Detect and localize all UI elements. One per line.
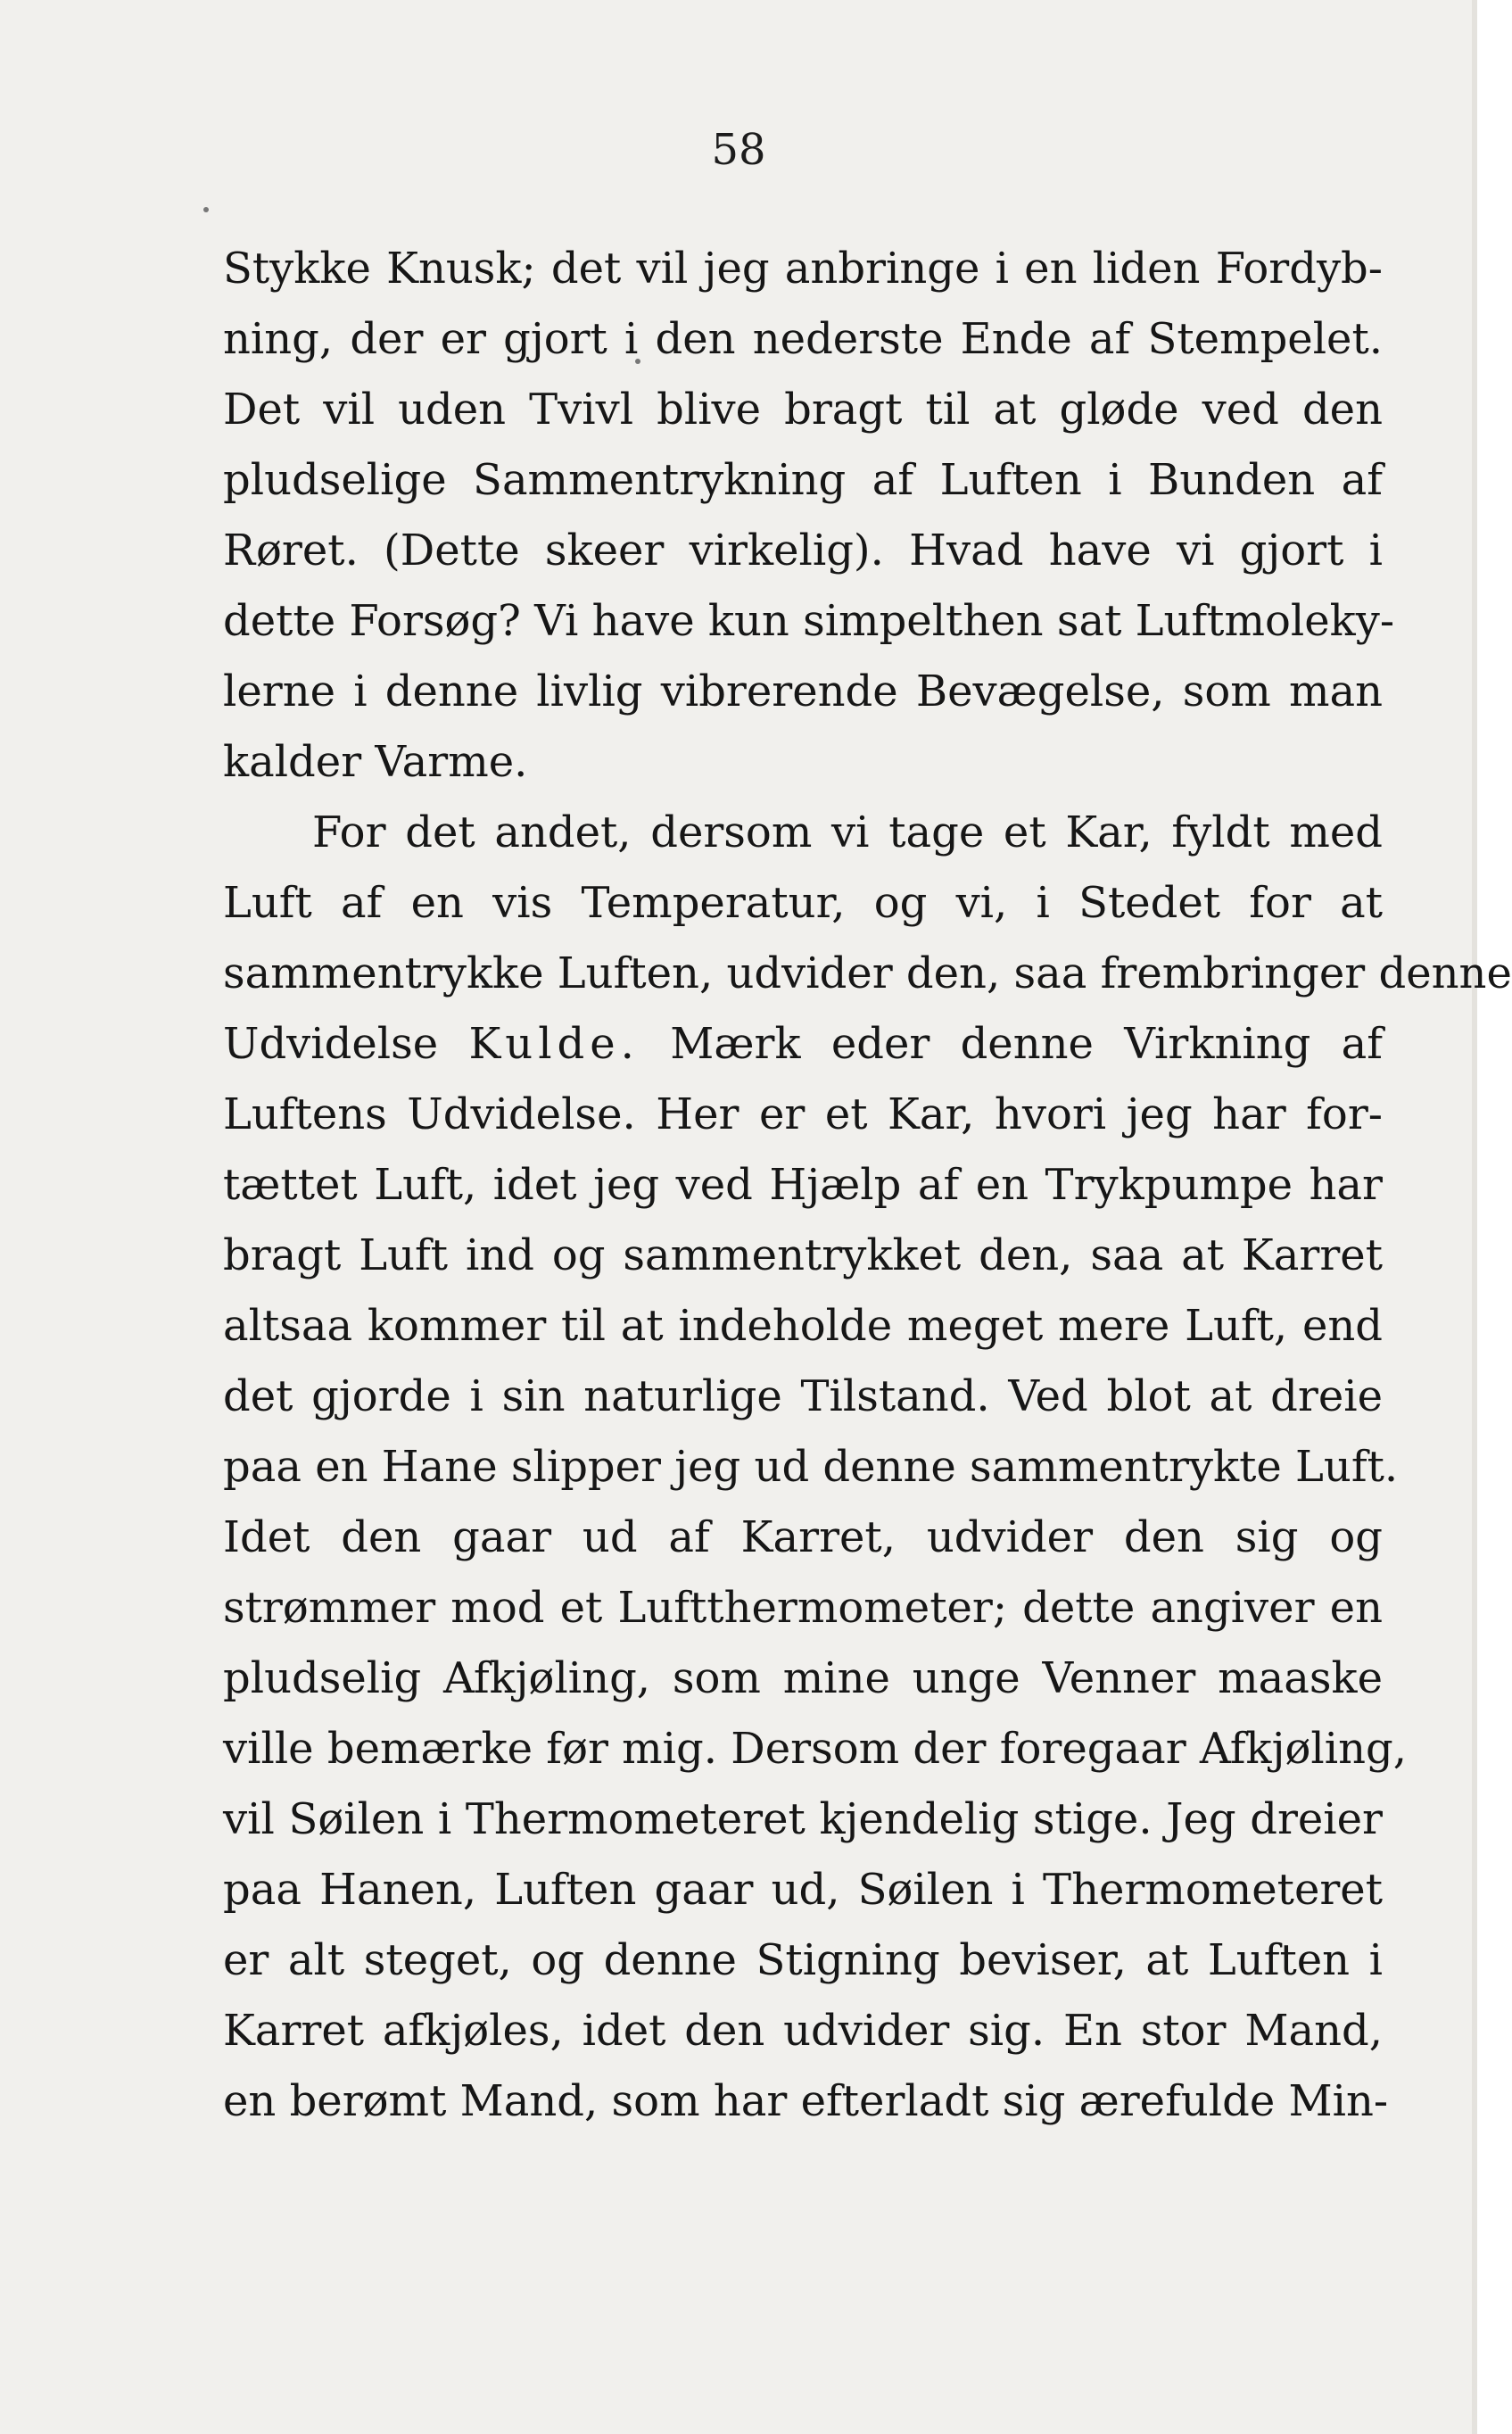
- text-line: Stykke Knusk; det vil jeg anbringe i en liden Fordyb-: [223, 244, 1383, 294]
- text-line: ville bemærke før mig. Dersom der foregaar Afkjøling,: [223, 1724, 1407, 1774]
- text-line: paa en Hane slipper jeg ud denne sammentrykte Luft.: [223, 1442, 1399, 1492]
- text-line: kalder Varme.: [223, 737, 528, 787]
- text-line: ning, der er gjort i den nederste Ende af Stempelet.: [223, 314, 1383, 364]
- text-segment: Mærk eder denne Virkning af: [670, 1019, 1384, 1069]
- text-line: en berømt Mand, som har efterladt sig ærefulde Min-: [223, 2076, 1389, 2126]
- text-line: paa Hanen, Luften gaar ud, Søilen i Thermometeret: [223, 1865, 1383, 1915]
- text-line: Karret afkjøles, idet den udvider sig. En stor Mand,: [223, 2006, 1383, 2056]
- text-line: dette Forsøg? Vi have kun simpelthen sat Luftmoleky-: [223, 596, 1395, 646]
- text-line: tættet Luft, idet jeg ved Hjælp af en Trykpumpe har: [223, 1160, 1383, 1210]
- text-line: lerne i denne livlig vibrerende Bevægelse, som man: [223, 666, 1383, 716]
- text-line: Luft af en vis Temperatur, og vi, i Stedet for at: [223, 878, 1383, 928]
- text-line: sammentrykke Luften, udvider den, saa frembringer denne: [223, 948, 1512, 998]
- text-line: [223, 1009, 1383, 1080]
- text-line: bragt Luft ind og sammentrykket den, saa at Karret: [223, 1230, 1383, 1280]
- text-line: strømmer mod et Luftthermometer; dette angiver en: [223, 1583, 1383, 1633]
- text-line: det gjorde i sin naturlige Tilstand. Ved blot at dreie: [223, 1371, 1383, 1421]
- text-body: [223, 234, 1512, 2137]
- emphasized-word: Kulde.: [468, 1019, 640, 1069]
- text-line: pludselige Sammentrykning af Luften i Bunden af: [223, 455, 1383, 505]
- text-line: For det andet, dersom vi tage et Kar, fyldt med: [312, 807, 1383, 857]
- text-line: Idet den gaar ud af Karret, udvider den sig og: [223, 1512, 1383, 1562]
- text-line: altsaa kommer til at indeholde meget mere Luft, end: [223, 1301, 1383, 1351]
- margin-dot: [203, 207, 209, 212]
- text-line: Det vil uden Tvivl blive bragt til at gløde ved den: [223, 385, 1383, 435]
- text-line: Luftens Udvidelse. Her er et Kar, hvori jeg har for-: [223, 1089, 1383, 1139]
- text-segment: Udvidelse: [223, 1019, 439, 1069]
- text-line: vil Søilen i Thermometeret kjendelig stige. Jeg dreier: [223, 1794, 1383, 1844]
- text-line: er alt steget, og denne Stigning beviser, at Luften i: [223, 1935, 1383, 1985]
- page-number: 58: [711, 125, 766, 175]
- text-line: pludselig Afkjøling, som mine unge Venner maaske: [223, 1653, 1383, 1703]
- text-line: Røret. (Dette skeer virkelig). Hvad have vi gjort i: [223, 526, 1383, 575]
